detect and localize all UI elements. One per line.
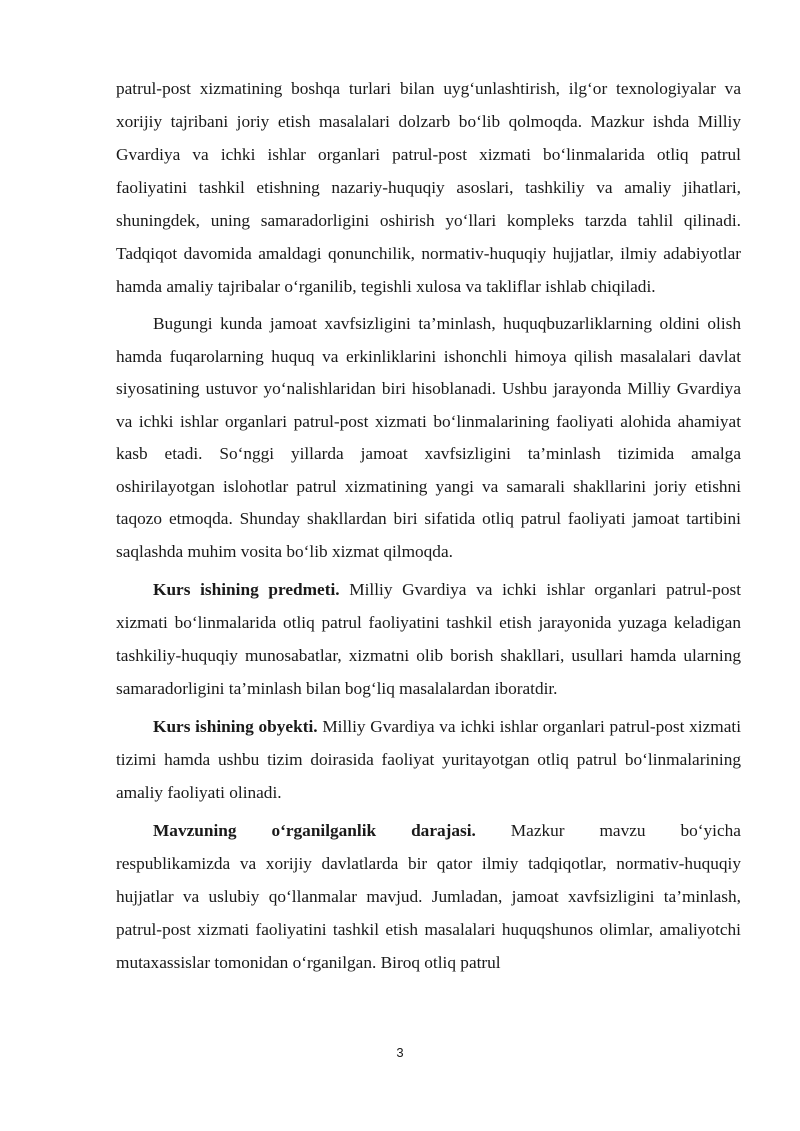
paragraph-subject (116, 573, 741, 705)
paragraph-relevance (116, 308, 741, 568)
paragraph-heading-word: Mavzuning (153, 821, 237, 840)
paragraph-heading: Kurs ishining predmeti. (153, 580, 340, 599)
paragraph-intro (116, 72, 741, 303)
paragraph-heading-word: darajasi. (411, 821, 476, 840)
paragraph-heading-word: o‘rganilganlik (271, 821, 377, 840)
paragraph-text: Milliy Gvardiya va ichki ishlar organlari patrul-post xizmati bo‘linmalarida otliq patrul faoliyatini tashkil etish jarayonida yuzaga keladigan tashkiliy-huquqiy munosabatlar, xizmatni olib borish shakllari, usullari hamda ularning samaradorligini ta’minlash bilan bog‘liq masalalardan iboratdir. (116, 580, 741, 698)
paragraph-text: patrul-post xizmatining boshqa turlari bilan uyg‘unlashtirish, ilg‘or texnologiyalar va xorijiy tajribani joriy etish masalalari dolzarb bo‘lib qolmoqda. Mazkur ishda Milliy Gvardiya va ichki ishlar organlari patrul-post xizmati bo‘linmalarida otliq patrul faoliyatini tashkil etishning nazariy-huquqiy asoslari, tashkiliy va amaliy jihatlari, shuningdek, uning samaradorligini oshirish yo‘llari kompleks tarzda tahlil qilinadi. Tadqiqot davomida amaldagi qonunchilik, normativ-huquqiy hujjatlar, ilmiy adabiyotlar hamda amaliy tajribalar o‘rganilib, tegishli xulosa va takliflar ishlab chiqiladi. (116, 79, 741, 296)
paragraph-word: Mazkur (510, 821, 565, 840)
page-number: 3 (396, 1045, 404, 1060)
paragraph-text: Bugungi kunda jamoat xavfsizligini ta’minlash, huquqbuzarliklarning oldini olish hamda fuqarolarning huquq va erkinliklarini ishonchli himoya qilish masalalari davlat siyosatining ustuvor yo‘nalishlaridan biri hisoblanadi. Ushbu jarayonda Milliy Gvardiya va ichki ishlar organlari patrul-post xizmati bo‘linmalarining faoliyati alohida ahamiyat kasb etadi. So‘nggi yillarda jamoat xavfsizligini ta’minlash tizimida amalga oshirilayotgan islohotlar patrul xizmatining yangi va samarali shakllarini joriy etishni taqozo etmoqda. Shunday shakllardan biri sifatida otliq patrul faoliyati jamoat tartibini saqlashda muhim vosita bo‘lib xizmat qilmoqda. (116, 314, 741, 561)
paragraph-word: bo‘yicha (680, 821, 741, 840)
paragraph-study-level (116, 814, 741, 979)
document-page (116, 72, 741, 979)
paragraph-word: mavzu (599, 821, 646, 840)
paragraph-text: respublikamizda va xorijiy davlatlarda bir qator ilmiy tadqiqotlar, normativ-huquqiy hujjatlar va uslubiy qo‘llanmalar mavjud. Jumladan, jamoat xavfsizligini ta’minlash, patrul-post xizmati faoliyatini tashkil etish masalalari huquqshunos olimlar, amaliyotchi mutaxassislar tomonidan o‘rganilgan. Biroq otliq patrul (116, 854, 741, 972)
paragraph-text: Milliy Gvardiya va ichki ishlar organlari patrul-post xizmati tizimi hamda ushbu tizim doirasida faoliyat yuritayotgan otliq patrul bo‘linmalarining amaliy faoliyati olinadi. (116, 717, 741, 802)
paragraph-object (116, 710, 741, 809)
paragraph-heading: Kurs ishining obyekti. (153, 717, 318, 736)
study-level-first-line (116, 814, 741, 847)
